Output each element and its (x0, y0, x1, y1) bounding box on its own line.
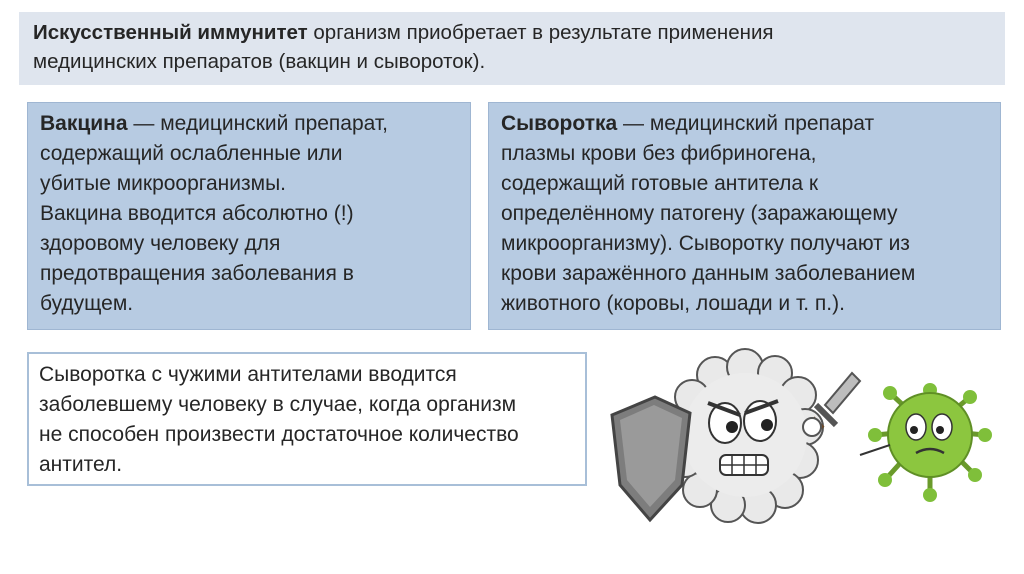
vaccine-line: будущем. (40, 292, 134, 315)
vaccine-line: Вакцина вводится абсолютно (!) (40, 202, 354, 225)
note-box (27, 352, 587, 486)
serum-line: содержащий готовые антитела к (501, 172, 819, 195)
vaccine-box (27, 102, 471, 330)
vaccine-definition: — медицинский препарат, (127, 112, 388, 135)
vaccine-line: здоровому человеку для (40, 232, 281, 255)
vaccine-line: убитые микроорганизмы. (40, 172, 286, 195)
serum-line (501, 109, 990, 139)
serum-line: определённому патогену (заражающему (501, 202, 898, 225)
note-line: не способен произвести достаточное количество (39, 423, 519, 446)
vaccine-line (40, 109, 460, 139)
serum-box (488, 102, 1001, 330)
intro-line-1 (33, 18, 993, 47)
serum-definition: — медицинский препарат (617, 112, 875, 135)
virus-icon (860, 383, 992, 502)
vaccine-term: Вакцина (40, 112, 128, 135)
serum-line: микроорганизму). Сыворотку получают из (501, 232, 910, 255)
vaccine-line: предотвращения заболевания в (40, 262, 354, 285)
intro-text-1: организм приобретает в результате применения (307, 21, 774, 44)
intro-box (19, 12, 1005, 85)
serum-line: крови заражённого данным заболеванием (501, 262, 916, 285)
immune-cell-vs-virus-illustration (590, 335, 1020, 565)
serum-line: животного (коровы, лошади и т. п.). (501, 292, 845, 315)
serum-line: плазмы крови без фибриногена, (501, 142, 817, 165)
note-line: антител. (39, 453, 123, 476)
intro-line-2: медицинских препаратов (вакцин и сывороток). (33, 50, 486, 73)
note-line: заболевшему человеку в случае, когда организм (39, 393, 517, 416)
intro-term: Искусственный иммунитет (33, 21, 308, 44)
serum-term: Сыворотка (501, 112, 618, 135)
vaccine-line: содержащий ослабленные или (40, 142, 343, 165)
note-line: Сыворотка с чужими антителами вводится (39, 363, 457, 386)
